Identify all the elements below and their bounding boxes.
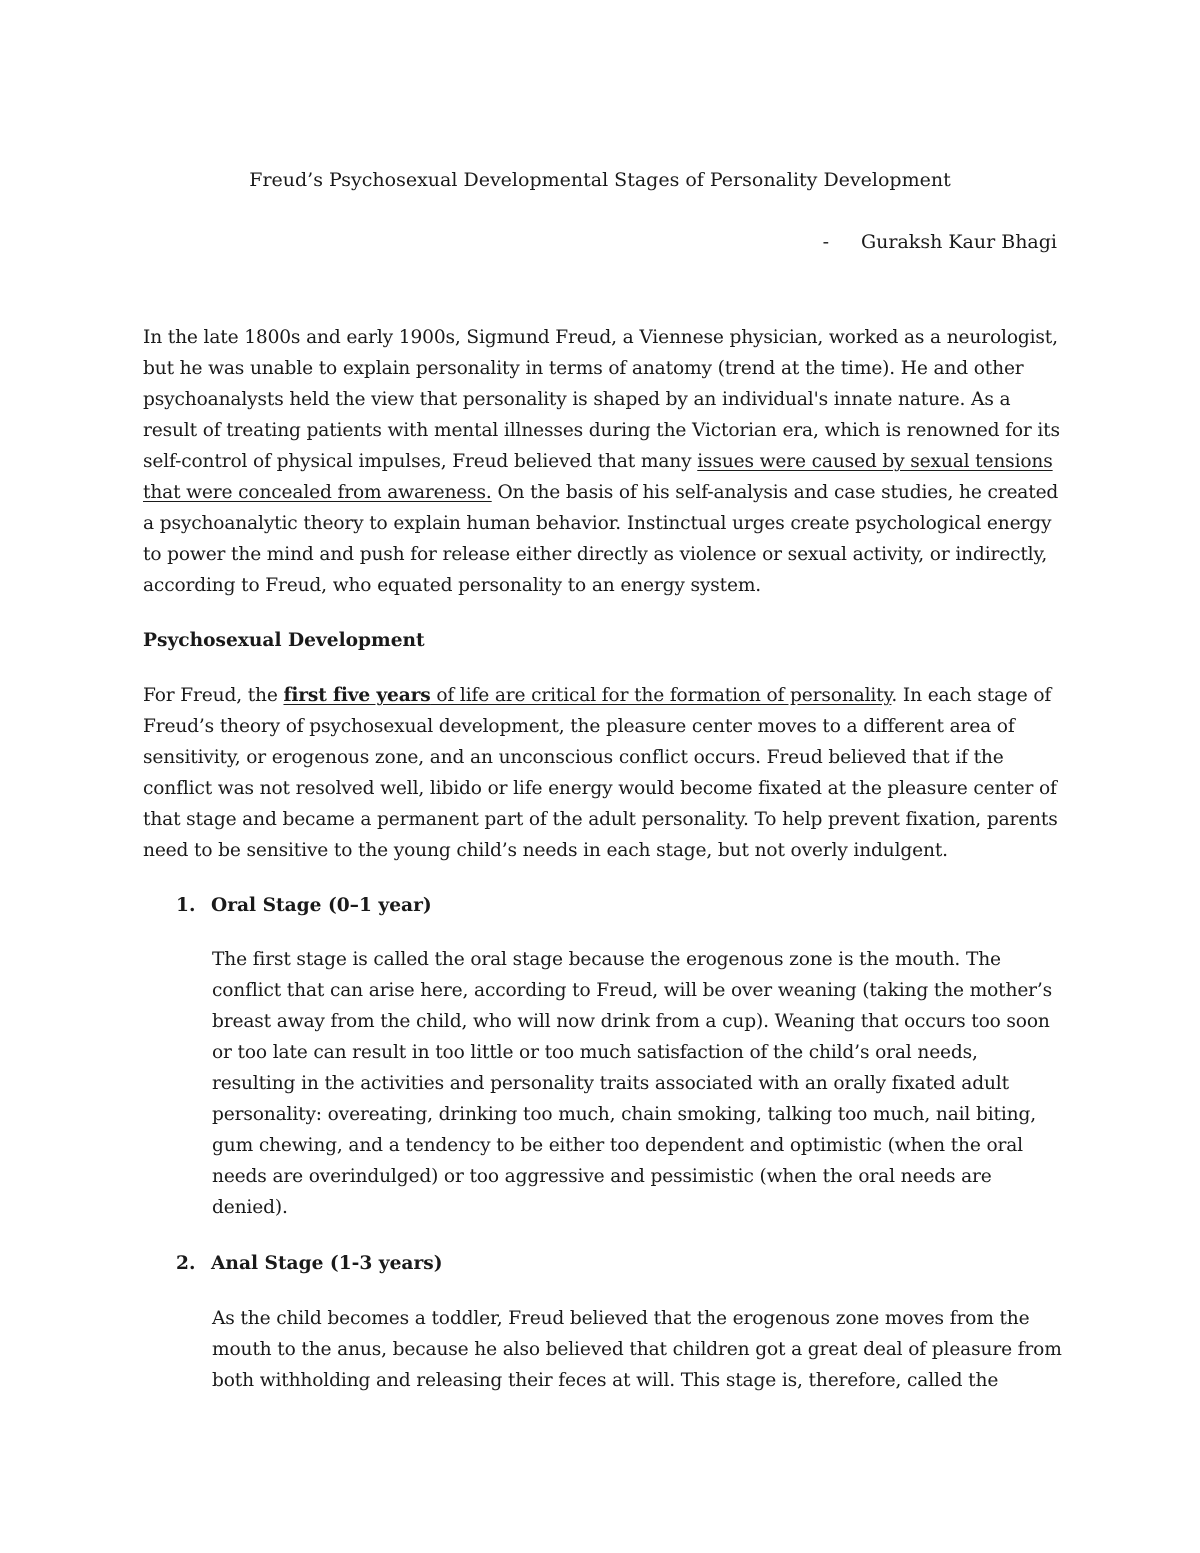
- document-title: Freud’s Psychosexual Developmental Stages of Personality Development: [249, 169, 951, 191]
- stage-text-anal: As the child becomes a toddler, Freud believed that the erogenous zone moves from the mouth to the anus, because he also believed that children got a great deal of pleasure from both withholding and releasing their feces at will. This stage is, therefore, called the: [212, 1308, 1062, 1391]
- intro-paragraph: [143, 322, 1063, 601]
- stage-number: 2.: [176, 1253, 196, 1274]
- author-dash: -: [822, 231, 829, 253]
- psychosexual-text-part2: . In each stage of Freud’s theory of psychosexual development, the pleasure center moves to a different area of sensitivity, or erogenous zone, and an unconscious conflict occurs. Freud believed that if the conflict was not resolved well, libido or life energy would become fixated at the pleasure center of that stage and became a permanent part of the adult personality. To help prevent fixation, parents need to be sensitive to the young child’s needs in each stage, but not overly indulgent.: [143, 685, 1058, 861]
- psychosexual-paragraph: [143, 680, 1063, 866]
- stage-heading-oral: [143, 890, 432, 921]
- intro-text-part2: On the basis of his self-analysis and case studies, he created a psychoanalytic theory to explain human behavior. Instinctual urges create psychological energy to power the mind and push for release either directly as violence or sexual activity, or indirectly, according to Freud, who equated personality to an energy system.: [143, 482, 1059, 596]
- author-name: Guraksh Kaur Bhagi: [860, 231, 1057, 253]
- section-heading-psychosexual: Psychosexual Development: [143, 630, 425, 651]
- psychosexual-bold-underlined: first five years: [283, 685, 431, 706]
- stage-title: Oral Stage (0–1 year): [211, 895, 432, 916]
- psychosexual-text-part1: For Freud, the: [143, 685, 284, 706]
- document-author-line: [823, 228, 1057, 256]
- stage-number: 1.: [176, 895, 196, 916]
- intro-text-part1: In the late 1800s and early 1900s, Sigmund Freud, a Viennese physician, worked as a neurologist, but he was unable to explain personality in terms of anatomy (trend at the time). He and other psychoanalysts held the view that personality is shaped by an individual's innate nature. As a result of treating patients with mental illnesses during the Victorian era, which is renowned for its self-control of physical impulses, Freud believed that many: [143, 327, 1060, 472]
- stage-heading-anal: [143, 1248, 443, 1279]
- intro-underlined-phrase: issues were caused by sexual tensions that were concealed from awareness.: [143, 451, 1053, 503]
- psychosexual-underlined: of life are critical for the formation of personality: [430, 685, 892, 706]
- stage-title: Anal Stage (1-3 years): [211, 1253, 443, 1274]
- stage-text-oral: The first stage is called the oral stage because the erogenous zone is the mouth. The conflict that can arise here, according to Freud, will be over weaning (taking the mother’s breast away from the child, who will now drink from a cup). Weaning that occurs too soon or too late can result in too little or too much satisfaction of the child’s oral needs, resulting in the activities and personality traits associated with an orally fixated adult personality: overeating, drinking too much, chain smoking, talking too much, nail biting, gum chewing, and a tendency to be either too dependent and optimistic (when the oral needs are overindulged) or too aggressive and pessimistic (when the oral needs are denied).: [212, 949, 1053, 1218]
